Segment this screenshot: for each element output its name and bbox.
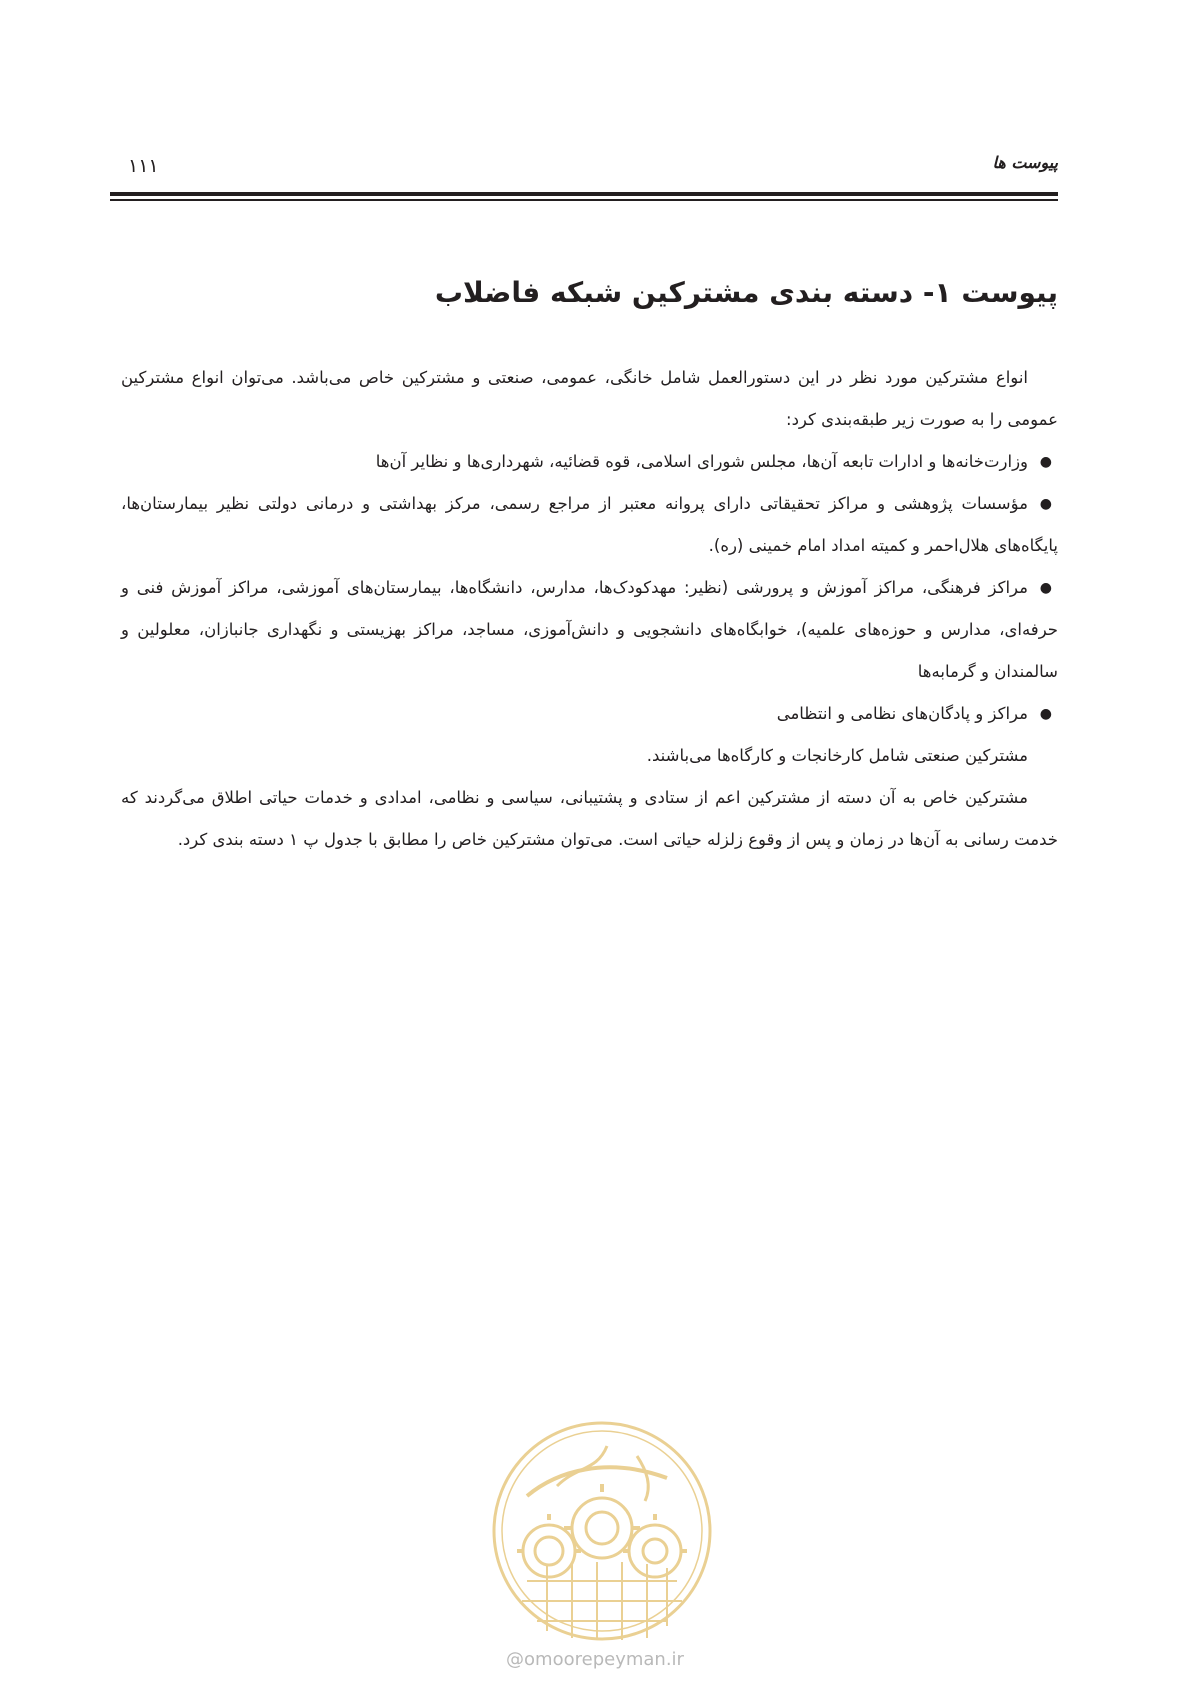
list-item-text: وزارت‌خانه‌ها و ادارات تابعه آن‌ها، مجلس شورای اسلامی، قوه قضائیه، شهرداری‌ها و نظایر آن‌ها [375,452,1028,471]
watermark [0,1649,1190,1670]
intro-paragraph: انواع مشترکین مورد نظر در این دستورالعمل شامل خانگی، عمومی، صنعتی و مشترکین خاص می‌باشد. می‌توان انواع مشترکین عمومی را به صورت زیر طبقه‌بندی کرد: [121,368,1058,429]
bullet-icon: ● [1039,580,1052,596]
bullet-icon: ● [1039,496,1052,512]
section-title: پیوست ۱- دسته بندی مشترکین شبکه فاضلاب [434,276,1058,309]
list-item [121,693,1058,735]
list-item-text: مراکز و پادگان‌های نظامی و انتظامی [776,704,1028,723]
running-title: پیوست ها [992,153,1058,172]
list-item [121,567,1058,693]
body-text [121,357,1058,861]
list-item-text: مراکز فرهنگی، مراکز آموزش و پرورشی (نظیر: مهدکودک‌ها، مدارس، دانشگاه‌ها، بیمارستان‌های آموزشی، مراکز آموزش فنی و حرفه‌ای، مدارس و حوزه‌های علمیه)، خوابگاه‌های دانشجویی و دانش‌آموزی، مساجد، مراکز بهزیستی و نگهداری جانبازان، معلولین و سالمندان و گرمابه‌ها [121,578,1058,681]
industrial-paragraph: مشترکین صنعتی شامل کارخانجات و کارگاه‌ها می‌باشند. [646,746,1028,765]
bullet-icon: ● [1039,706,1052,722]
seal-logo-icon [487,1416,717,1646]
watermark-text: omoorepeyman.ir [524,1649,684,1670]
page-number: ۱۱۱ [128,155,159,177]
list-item [121,441,1058,483]
at-icon: @ [506,1649,525,1670]
special-paragraph: مشترکین خاص به آن دسته از مشترکین اعم از ستادی و پشتیبانی، سیاسی و نظامی، امدادی و خدمات حیاتی اطلاق می‌گردند که خدمت رسانی به آن‌ها در زمان و پس از وقوع زلزله حیاتی است. می‌توان مشترکین خاص را مطابق با جدول پ ۱ دسته بندی کرد. [121,788,1058,849]
header-rule-thick [110,192,1058,196]
bullet-icon: ● [1039,454,1052,470]
list-item [121,483,1058,567]
header-rule-thin [110,199,1058,201]
list-item-text: مؤسسات پژوهشی و مراکز تحقیقاتی دارای پروانه معتبر از مراجع رسمی، مرکز بهداشتی و درمانی دولتی نظیر بیمارستان‌ها، پایگاه‌های هلال‌احمر و کمیته امداد امام خمینی (ره). [121,494,1058,555]
